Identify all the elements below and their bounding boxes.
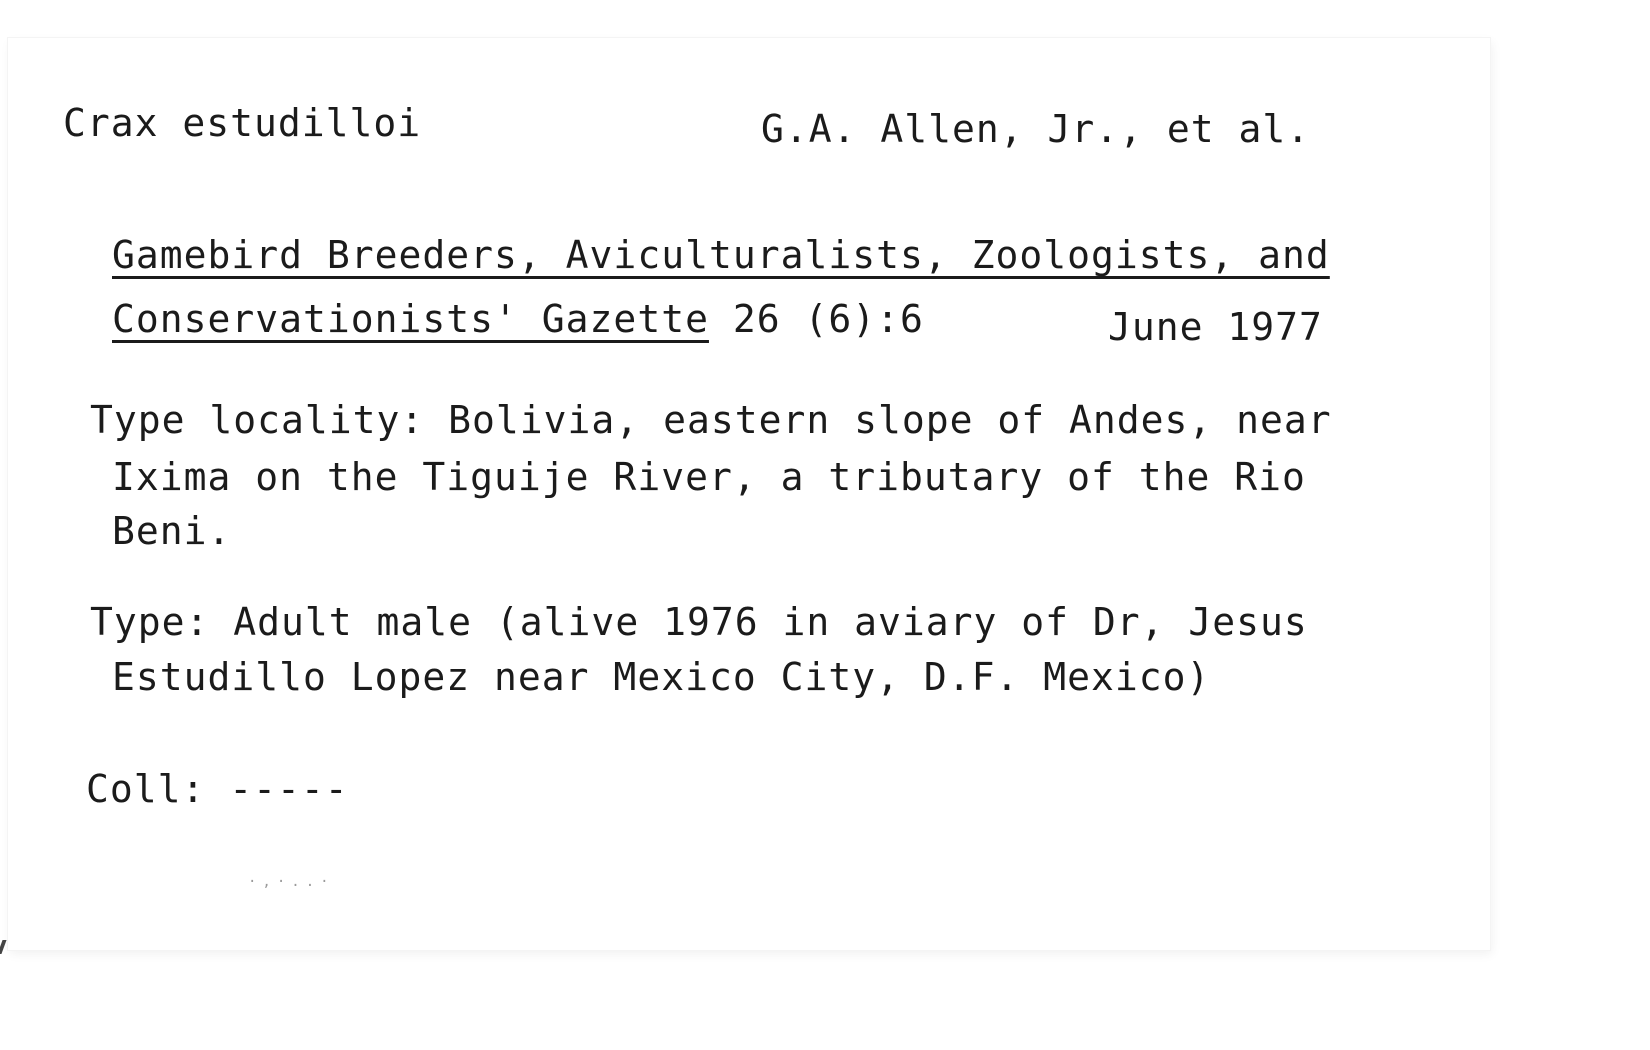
- type-locality-line-2: Ixima on the Tiguije River, a tributary of the Rio: [112, 455, 1306, 499]
- volume-page: 26 (6):6: [708, 297, 924, 341]
- author-name: G.A. Allen, Jr., et al.: [761, 107, 1311, 151]
- paper-specks: ·,·..·: [248, 874, 335, 890]
- publication-date: June 1977: [1108, 305, 1323, 349]
- citation-line-2: [112, 297, 924, 341]
- species-name: Crax estudilloi: [63, 101, 422, 145]
- index-card: [8, 38, 1490, 950]
- type-locality-line-3: Beni.: [112, 509, 232, 553]
- journal-title-line-2: Conservationists' Gazette: [112, 297, 709, 341]
- collector-field: Coll: -----: [86, 767, 349, 811]
- type-specimen-line-1: Type: Adult male (alive 1976 in aviary of Dr, Jesus: [90, 600, 1308, 644]
- journal-title-line-1: Gamebird Breeders, Aviculturalists, Zoologists, and: [112, 233, 1330, 277]
- type-specimen-line-2: Estudillo Lopez near Mexico City, D.F. Mexico): [112, 655, 1211, 699]
- scan-edge-mark: [0, 940, 7, 954]
- type-locality-line-1: Type locality: Bolivia, eastern slope of Andes, near: [90, 398, 1332, 442]
